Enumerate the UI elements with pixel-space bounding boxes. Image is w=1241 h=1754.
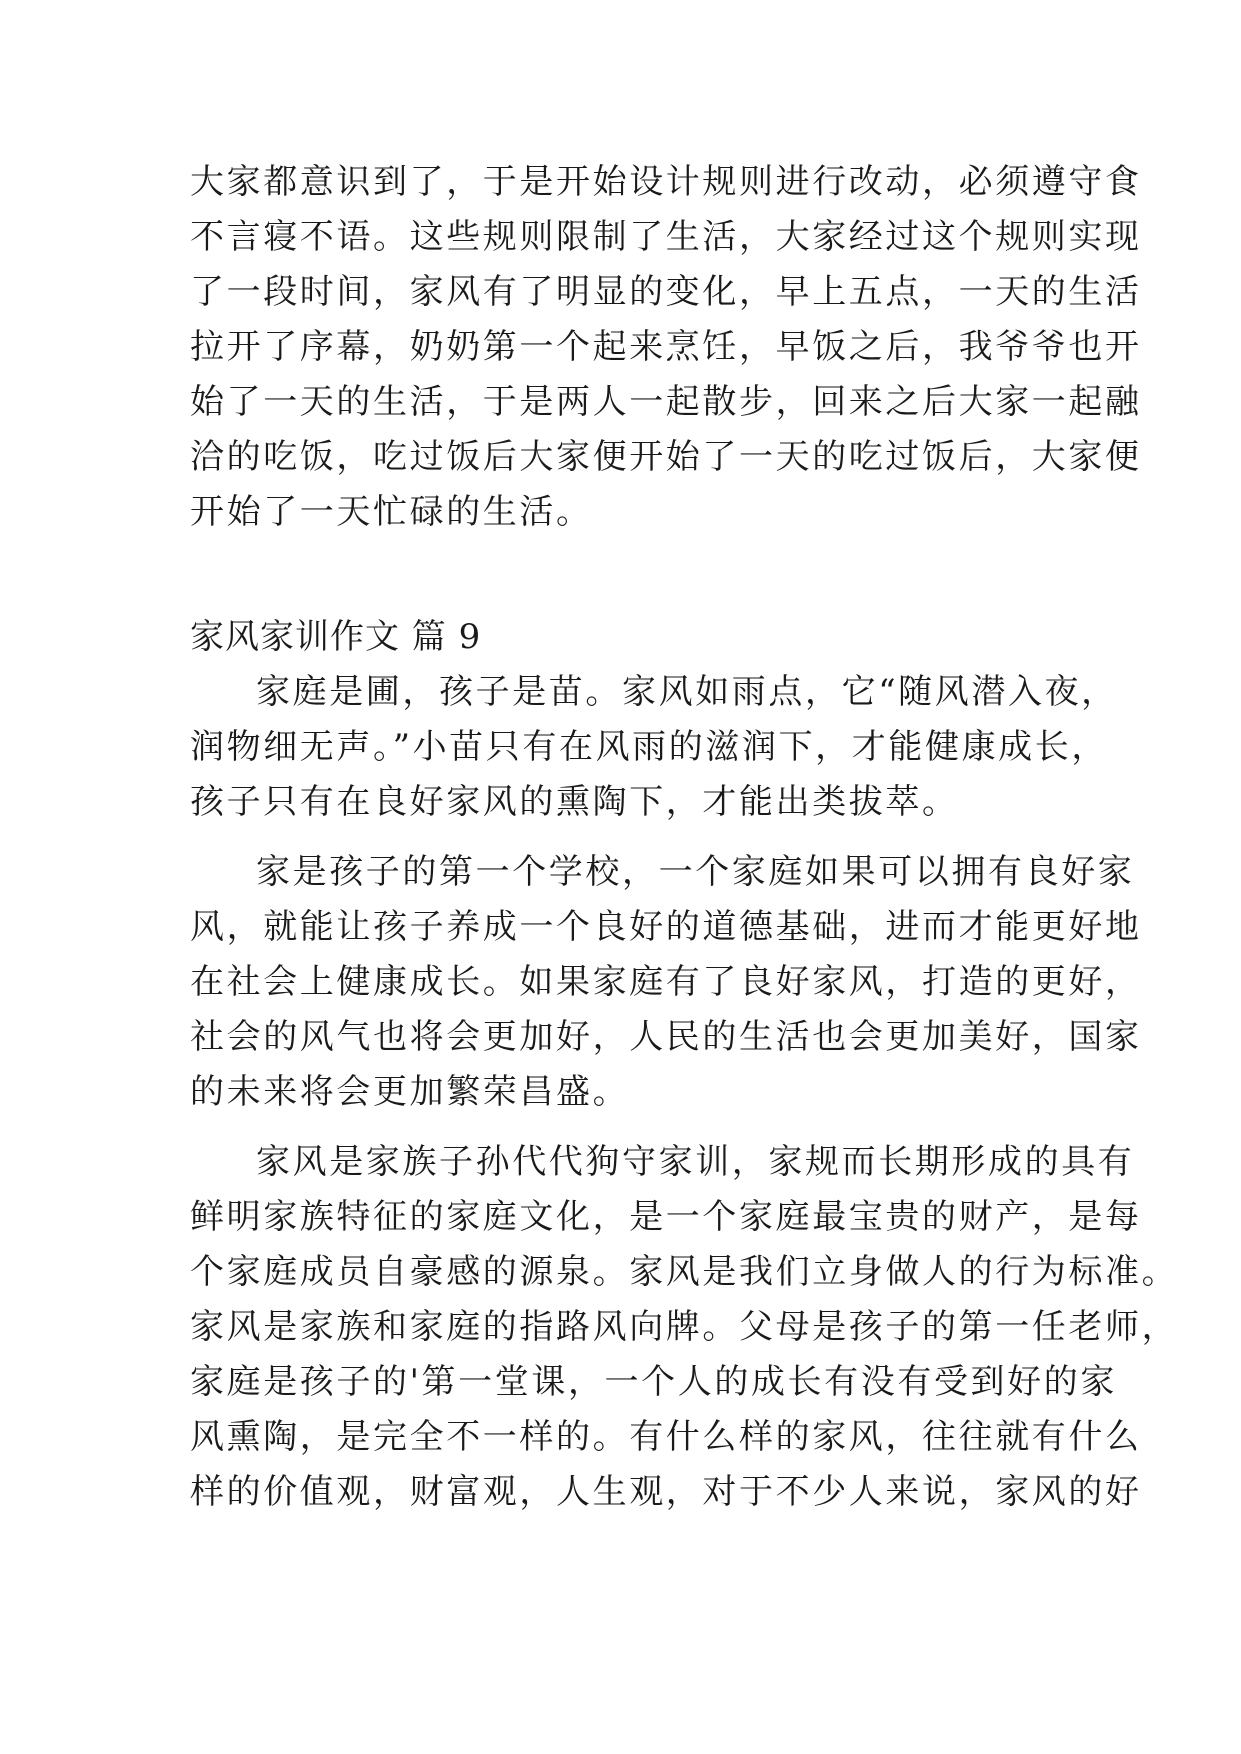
text-line: 了一段时间，家风有了明显的变化，早上五点，一天的生活 <box>190 272 1142 312</box>
text-line: 孩子只有在良好家风的熏陶下，才能出类拔萃。 <box>190 782 959 822</box>
text-line: 风熏陶，是完全不一样的。有什么样的家风，往往就有什么 <box>190 1417 1142 1457</box>
text-line: 家是孩子的第一个学校，一个家庭如果可以拥有良好家 <box>256 852 1135 892</box>
text-line: 社会的风气也将会更加好，人民的生活也会更加美好，国家 <box>190 1017 1142 1057</box>
text-line: 个家庭成员自豪感的源泉。家风是我们立身做人的行为标准。 <box>190 1252 1179 1292</box>
text-line: 家庭是孩子的'第一堂课，一个人的成长有没有受到好的家 <box>190 1362 1117 1402</box>
section-heading: 家风家训作文 篇 9 <box>190 617 482 657</box>
text-line: 不言寝不语。这些规则限制了生活，大家经过这个规则实现 <box>190 217 1142 257</box>
text-line: 在社会上健康成长。如果家庭有了良好家风，打造的更好， <box>190 962 1142 1002</box>
text-line: 家庭是圃，孩子是苗。家风如雨点，它“随风潜入夜， <box>256 672 1118 712</box>
text-line: 大家都意识到了，于是开始设计规则进行改动，必须遵守食 <box>190 162 1142 202</box>
text-line: 洽的吃饭，吃过饭后大家便开始了一天的吃过饭后，大家便 <box>190 437 1142 477</box>
text-line: 润物细无声。”小苗只有在风雨的滋润下，才能健康成长， <box>190 727 1108 767</box>
text-line: 始了一天的生活，于是两人一起散步，回来之后大家一起融 <box>190 382 1142 422</box>
text-line: 开始了一天忙碌的生活。 <box>190 492 593 532</box>
text-line: 家风是家族和家庭的指路风向牌。父母是孩子的第一任老师， <box>190 1307 1179 1347</box>
text-line: 的未来将会更加繁荣昌盛。 <box>190 1072 630 1112</box>
text-line: 鲜明家族特征的家庭文化，是一个家庭最宝贵的财产，是每 <box>190 1197 1142 1237</box>
text-line: 样的价值观，财富观，人生观，对于不少人来说，家风的好 <box>190 1472 1142 1512</box>
text-line: 家风是家族子孙代代狗守家训，家规而长期形成的具有 <box>256 1142 1135 1182</box>
text-line: 拉开了序幕，奶奶第一个起来烹饪，早饭之后，我爷爷也开 <box>190 327 1142 367</box>
text-line: 风，就能让孩子养成一个良好的道德基础，进而才能更好地 <box>190 907 1142 947</box>
